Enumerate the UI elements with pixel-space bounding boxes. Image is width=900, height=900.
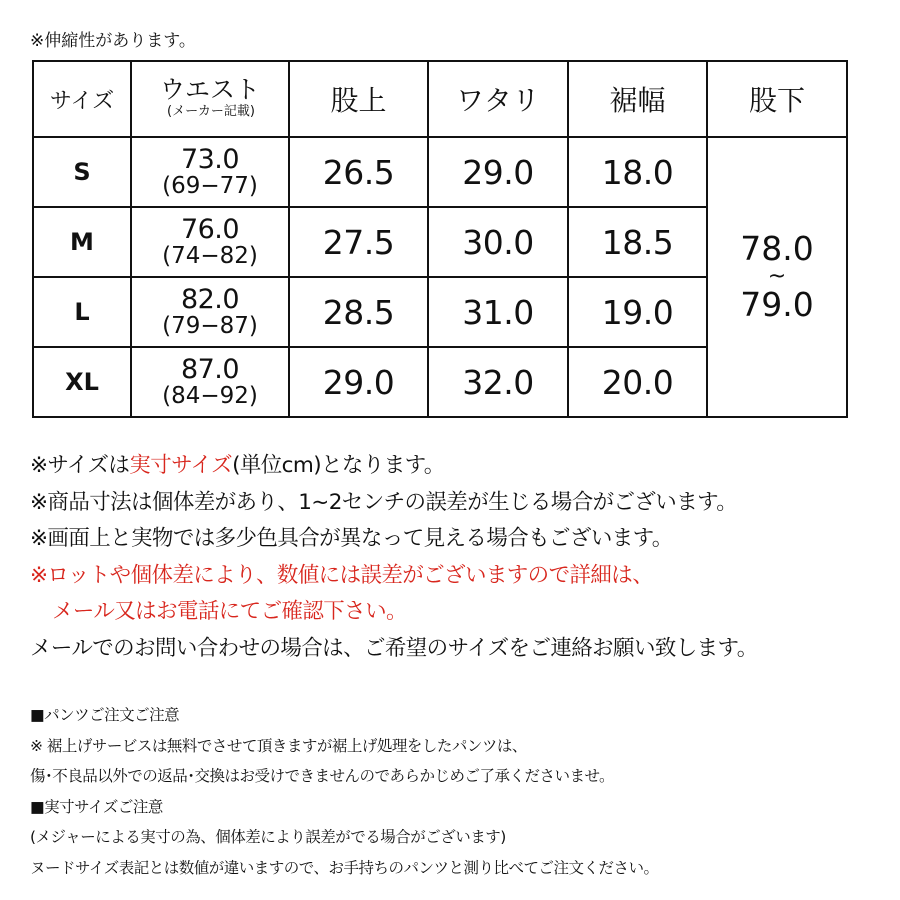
note-line: メールでのお問い合わせの場合は、ご希望のサイズをご連絡お願い致します。 — [30, 635, 758, 661]
size-cell: M — [33, 207, 131, 277]
header-rise: 股上 — [289, 61, 428, 137]
caution-line: ※ 裾上げサービスは無料でさせて頂きますが裾上げ処理をしたパンツは、 — [30, 736, 527, 755]
header-inseam: 股下 — [707, 61, 847, 137]
header-waist — [131, 61, 289, 137]
rise-cell: 27.5 — [289, 207, 428, 277]
caution-line: ヌードサイズ表記とは数値が違いますので、お手持ちのパンツと測り比べてご注文ください。 — [30, 858, 659, 877]
note-line-warning: メール又はお電話にてご確認下さい。 — [52, 599, 407, 624]
inseam-to: 79.0 — [740, 285, 814, 324]
note-text: (単位cm)となります。 — [232, 453, 445, 478]
size-table — [32, 60, 848, 418]
waist-cell — [131, 207, 289, 277]
note-text: ※サイズは — [30, 453, 130, 478]
hem-cell: 18.0 — [568, 137, 707, 207]
waist-value: 82.0 — [180, 284, 240, 315]
waist-value: 87.0 — [180, 354, 240, 385]
caution-section — [30, 700, 880, 883]
size-notes — [30, 448, 880, 667]
rise-cell: 29.0 — [289, 347, 428, 417]
note-line-warning: ※ロットや個体差により、数値には誤差がございますので詳細は、 — [30, 562, 654, 588]
hem-cell: 18.5 — [568, 207, 707, 277]
thigh-cell: 29.0 — [428, 137, 568, 207]
thigh-cell: 32.0 — [428, 347, 568, 417]
waist-cell — [131, 347, 289, 417]
header-size: サイズ — [33, 61, 131, 137]
caution-line: 傷･不良品以外での返品･交換はお受けできませんのであらかじめご了承くださいませ。 — [30, 767, 615, 785]
thigh-cell: 31.0 — [428, 277, 568, 347]
waist-range: (79−87) — [162, 313, 258, 339]
header-waist-sublabel: (メーカー記載) — [167, 104, 255, 119]
note-line — [30, 448, 880, 485]
inseam-cell — [707, 137, 847, 417]
note-line: ※商品寸法は個体差があり、1~2センチの誤差が生じる場合がございます。 — [30, 489, 738, 515]
waist-range: (74−82) — [162, 243, 258, 269]
waist-cell — [131, 137, 289, 207]
caution-heading: ■パンツご注文ご注意 — [30, 706, 180, 724]
waist-cell — [131, 277, 289, 347]
note-line: ※画面上と実物では多少色具合が異なって見える場合もございます。 — [30, 526, 673, 551]
waist-value: 73.0 — [180, 144, 240, 175]
table-row — [33, 137, 847, 207]
rise-cell: 26.5 — [289, 137, 428, 207]
note-highlight: 実寸サイズ — [129, 453, 233, 478]
inseam-from: 78.0 — [740, 229, 814, 268]
size-cell: XL — [33, 347, 131, 417]
hem-cell: 20.0 — [568, 347, 707, 417]
header-waist-label: ウエスト — [159, 75, 260, 104]
waist-range: (69−77) — [162, 173, 258, 199]
waist-value: 76.0 — [180, 214, 240, 245]
thigh-cell: 30.0 — [428, 207, 568, 277]
hem-cell: 19.0 — [568, 277, 707, 347]
caution-line: (メジャーによる実寸の為、個体差により誤差がでる場合がございます) — [30, 828, 506, 846]
size-cell: S — [33, 137, 131, 207]
waist-range: (84−92) — [162, 383, 258, 409]
stretch-note: ※伸縮性があります。 — [30, 31, 196, 51]
caution-heading: ■実寸サイズご注意 — [30, 797, 163, 816]
size-cell: L — [33, 277, 131, 347]
header-hem: 裾幅 — [568, 61, 707, 137]
rise-cell: 28.5 — [289, 277, 428, 347]
inseam-tilde: ~ — [767, 264, 787, 289]
table-header-row — [33, 61, 847, 137]
header-thigh: ワタリ — [428, 61, 568, 137]
